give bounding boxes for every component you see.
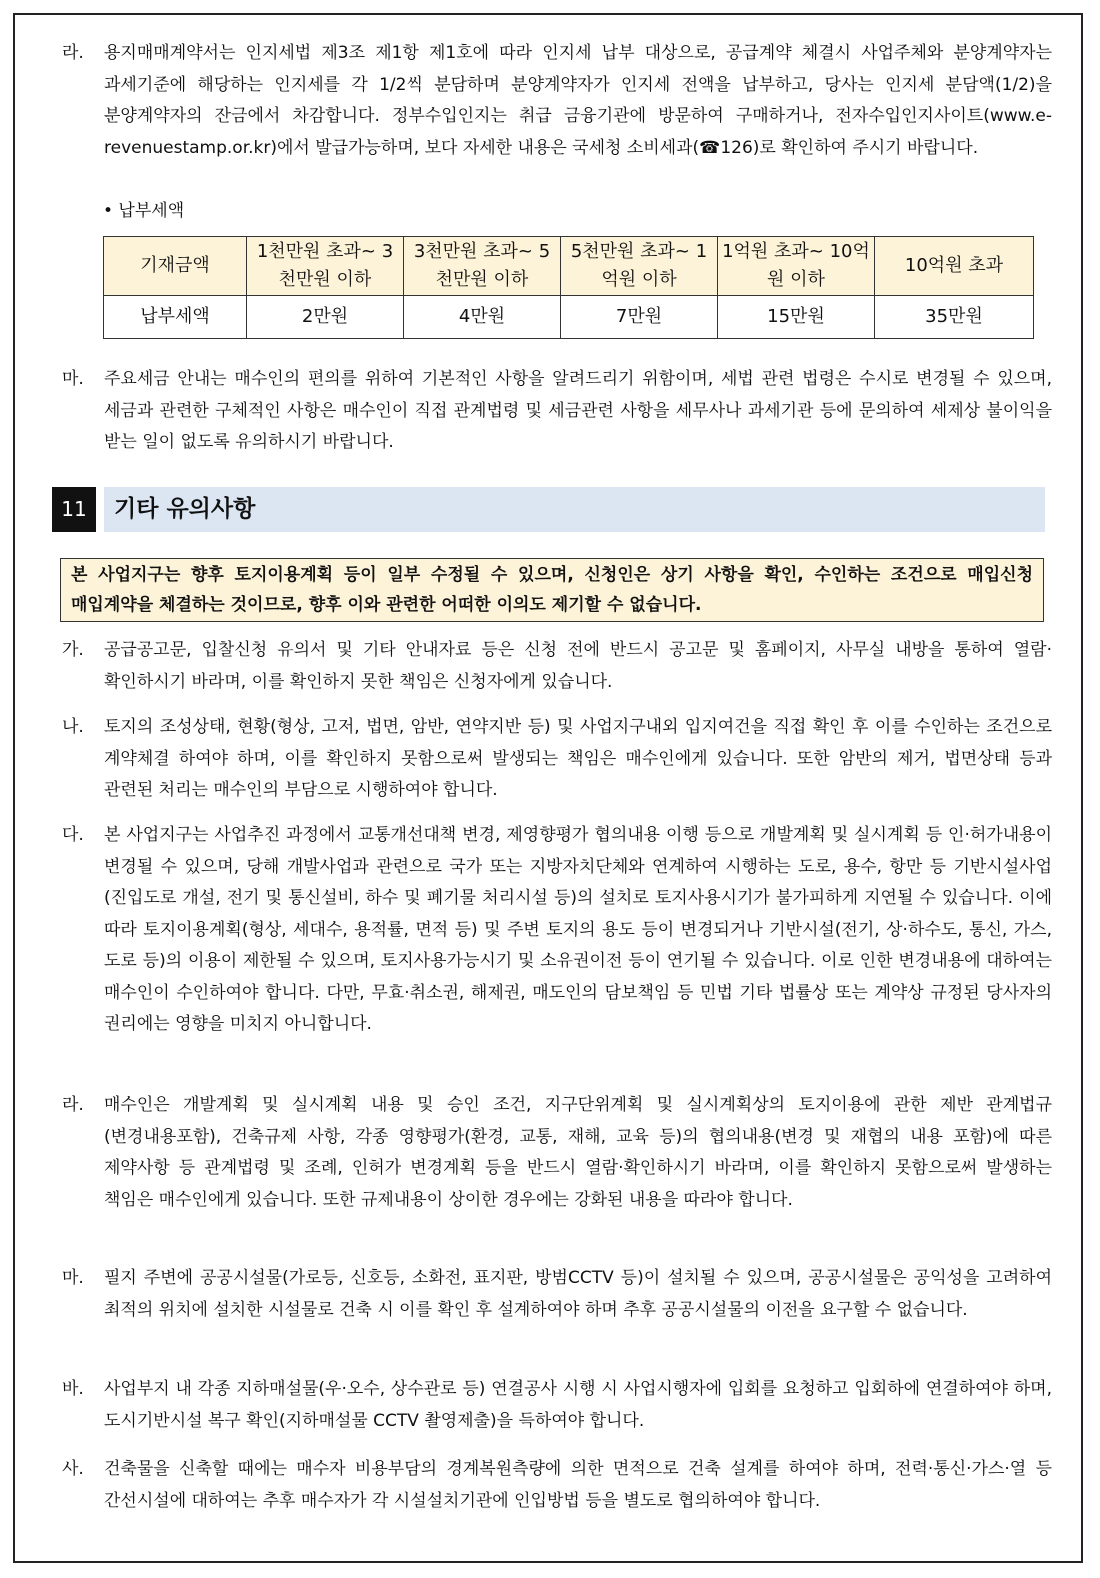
list-item-ba — [62, 1374, 1052, 1437]
list-item-ra-stamp-tax — [62, 38, 1052, 164]
table-header-cell: 1천만원 초과~ 3천만원 이하 — [247, 237, 404, 296]
notice-box: 본 사업지구는 향후 토지이용계획 등이 일부 수정될 수 있으며, 신청인은 상기 사항을 확인, 수인하는 조건으로 매입신청 매입계약을 체결하는 것이므로, 향후 이와 관련한 어떠한 이의도 제기할 수 없습니다. — [60, 558, 1044, 622]
list-item-ga — [62, 635, 1052, 698]
table-cell: 4만원 — [404, 296, 561, 339]
table-cell: 35만원 — [875, 296, 1034, 339]
item-marker: 바. — [62, 1379, 84, 1399]
item-text: 매수인은 개발계획 및 실시계획 내용 및 승인 조건, 지구단위계획 및 실시계획상의 토지이용에 관한 제반 관계법규(변경내용포함), 건축규제 사항, 각종 영향평가(환경, 교통, 재해, 교육 등)의 협의내용(변경 및 재협의 내용 포함)에 따른 제약사항 등 관계법령 및 조례, 인허가 변경계획 등을 반드시 열람·확인하시기 바라며, 이를 확인하지 못함으로써 발생하는 책임은 매수인에게 있습니다. 또한 규제내용이 상이한 경우에는 강화된 내용을 따라야 합니다. — [104, 1095, 1052, 1210]
tax-table-caption: • 납부세액 — [103, 201, 185, 221]
item-text: 본 사업지구는 사업추진 과정에서 교통개선대책 변경, 제영향평가 협의내용 이행 등으로 개발계획 및 실시계획 등 인·허가내용이 변경될 수 있으며, 당해 개발사업과 관련으로 국가 또는 지방자치단체와 연계하여 시행하는 도로, 용수, 항만 등 기반시설사업(진입도로 개설, 전기 및 통신설비, 하수 및 폐기물 처리시설 등)의 설치로 토지사용시기가 불가피하게 지연될 수 있습니다. 이에 따라 토지이용계획(형상, 세대수, 용적률, 면적 등) 및 주변 토지의 용도 등이 변경되거나 기반시설(전기, 상·하수도, 통신, 가스, 도로 등)의 이용이 제한될 수 있으며, 토지사용가능시기 및 소유권이전 등이 연기될 수 있습니다. 이로 인한 변경내용에 대하여는 매수인이 수인하여야 합니다. 다만, 무효·취소권, 해제권, 매도인의 담보책임 등 민법 기타 법률상 또는 계약상 규정된 당사자의 권리에는 영향을 미치지 아니합니다. — [104, 825, 1052, 1034]
item-text: 사업부지 내 각종 지하매설물(우·오수, 상수관로 등) 연결공사 시행 시 사업시행자에 입회를 요청하고 입회하에 연결하여야 하며, 도시기반시설 복구 확인(지하매설물 CCTV 촬영제출)을 득하여야 합니다. — [104, 1379, 1052, 1431]
item-text: 건축물을 신축할 때에는 매수자 비용부담의 경계복원측량에 의한 면적으로 건축 설계를 하여야 하며, 전력·통신·가스·열 등 간선시설에 대하여는 추후 매수자가 각 시설설치기관에 인입방법 등을 별도로 협의하여야 합니다. — [104, 1459, 1052, 1511]
table-cell: 15만원 — [718, 296, 875, 339]
table-header-cell: 5천만원 초과~ 1억원 이하 — [561, 237, 718, 296]
table-header-row — [104, 237, 1034, 296]
item-marker: 마. — [62, 369, 84, 389]
list-item-ma-tax-notice — [62, 364, 1052, 459]
item-text: 공급공고문, 입찰신청 유의서 및 기타 안내자료 등은 신청 전에 반드시 공고문 및 홈페이지, 사무실 내방을 통하여 열람·확인하시기 바라며, 이를 확인하지 못한 책임은 신청자에게 있습니다. — [104, 640, 1052, 692]
item-marker: 라. — [62, 1095, 84, 1115]
section-title: 기타 유의사항 — [114, 496, 256, 522]
stamp-tax-table — [103, 236, 1034, 339]
item-text: 필지 주변에 공공시설물(가로등, 신호등, 소화전, 표지판, 방범CCTV 등)이 설치될 수 있으며, 공공시설물은 공익성을 고려하여 최적의 위치에 설치한 시설물로 건축 시 이를 확인 후 설계하여야 하며 추후 공공시설물의 이전을 요구할 수 없습니다. — [104, 1268, 1052, 1320]
table-header-cell: 3천만원 초과~ 5천만원 이하 — [404, 237, 561, 296]
item-text: 용지매매계약서는 인지세법 제3조 제1항 제1호에 따라 인지세 납부 대상으로, 공급계약 체결시 사업주체와 분양계약자는 과세기준에 해당하는 인지세를 각 1/2씩 분담하며 분양계약자가 인지세 전액을 납부하고, 당사는 인지세 분담액(1/2)을 분양계약자의 잔금에서 차감합니다. 정부수입인지는 취급 금융기관에 방문하여 구매하거나, 전자수입인지사이트(www.e-revenuestamp.or.kr)에서 발급가능하며, 보다 자세한 내용은 국세청 소비세과(☎126)로 확인하여 주시기 바랍니다. — [104, 43, 1052, 158]
item-text: 토지의 조성상태, 현황(형상, 고저, 법면, 암반, 연약지반 등) 및 사업지구내외 입지여건을 직접 확인 후 이를 수인하는 조건으로 계약체결 하여야 하며, 이를 확인하지 못함으로써 발생되는 책임은 매수인에게 있습니다. 또한 암반의 제거, 법면상태 등과 관련된 처리는 매수인의 부담으로 시행하여야 합니다. — [104, 717, 1052, 800]
item-marker: 나. — [62, 717, 84, 737]
item-marker: 마. — [62, 1268, 84, 1288]
table-row — [104, 296, 1034, 339]
list-item-na — [62, 712, 1052, 807]
table-cell: 7만원 — [561, 296, 718, 339]
table-cell: 납부세액 — [104, 296, 247, 339]
item-marker: 라. — [62, 43, 84, 63]
table-header-cell: 10억원 초과 — [875, 237, 1034, 296]
item-text: 주요세금 안내는 매수인의 편의를 위하여 기본적인 사항을 알려드리기 위함이며, 세법 관련 법령은 수시로 변경될 수 있으며, 세금과 관련한 구체적인 사항은 매수인이 직접 관계법령 및 세금관련 사항을 세무사나 과세기관 등에 문의하여 세제상 불이익을 받는 일이 없도록 유의하시기 바랍니다. — [104, 369, 1052, 452]
list-item-da — [62, 820, 1052, 1041]
table-header-cell: 1억원 초과~ 10억원 이하 — [718, 237, 875, 296]
list-item-ra — [62, 1090, 1052, 1216]
section-number: 11 — [52, 487, 96, 532]
item-marker: 다. — [62, 825, 84, 845]
item-marker: 가. — [62, 640, 84, 660]
item-marker: 사. — [62, 1459, 84, 1479]
list-item-ma — [62, 1263, 1052, 1326]
table-cell: 2만원 — [247, 296, 404, 339]
list-item-sa — [62, 1454, 1052, 1517]
table-header-cell: 기재금액 — [104, 237, 247, 296]
